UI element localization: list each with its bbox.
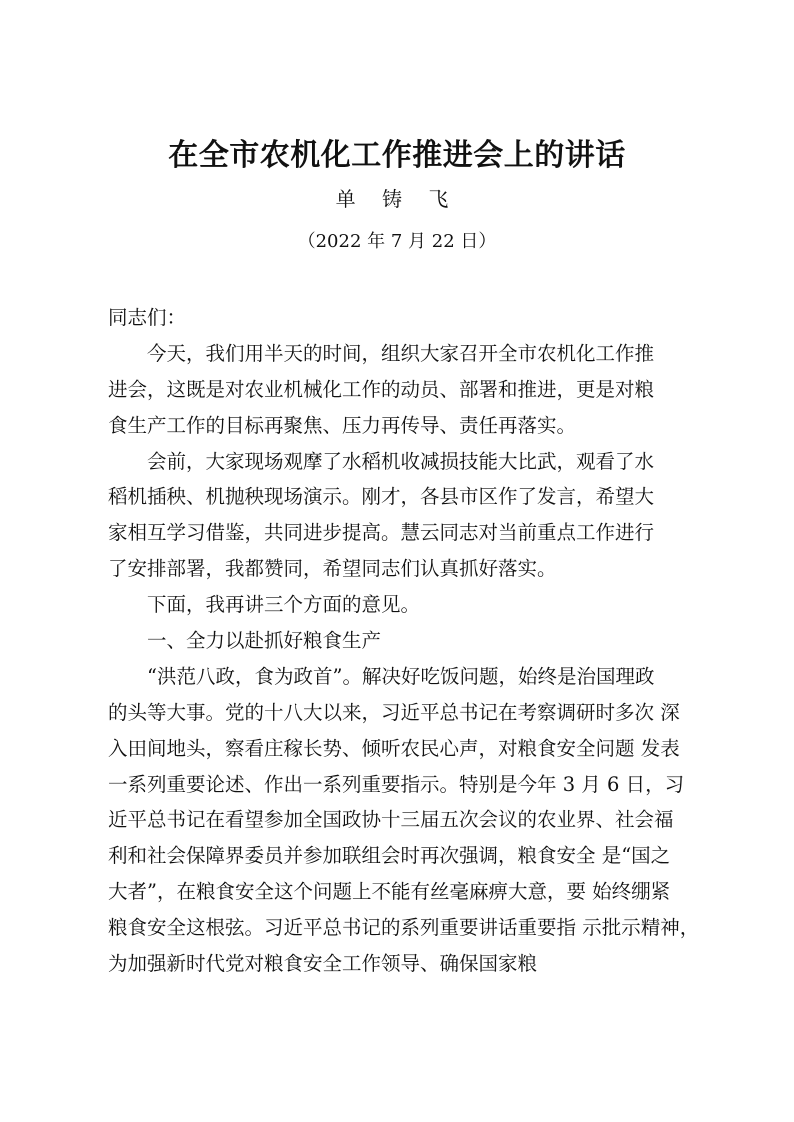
body-line: 为加强新时代党对粮食安全工作领导、确保国家粮: [108, 952, 538, 976]
body-line: 一、全力以赴抓好粮食生产: [147, 629, 382, 653]
body-line: 大者”，在粮食安全这个问题上不能有丝毫麻痹大意，要 始终绷紧: [108, 880, 671, 904]
body-line: 下面，我再讲三个方面的意见。: [147, 593, 421, 617]
body-line: 进会，这既是对农业机械化工作的动员、部署和推进，更是对粮: [108, 377, 655, 401]
body-line: “洪范八政，食为政首”。解决好吃饭问题，始终是治国理政: [147, 664, 655, 688]
document-body: [108, 300, 698, 982]
body-line: 近平总书记在看望参加全国政协十三届五次会议的农业界、社会福: [108, 808, 674, 832]
body-line: 的头等大事。党的十八大以来，习近平总书记在考察调研时多次 深: [108, 700, 680, 724]
body-line: 一系列重要论述、作出一系列重要指示。特别是今年 3 月 6 日，习: [108, 772, 685, 796]
body-line: 家相互学习借鉴，共同进步提高。慧云同志对当前重点工作进行: [108, 521, 655, 545]
document-title: 在全市农机化工作推进会上的讲话: [168, 138, 626, 173]
body-line: 稻机插秧、机抛秧现场演示。刚才，各县市区作了发言，希望大: [108, 485, 655, 509]
body-line: 同志们：: [108, 306, 187, 329]
body-line: 了安排部署，我都赞同，希望同志们认真抓好落实。: [108, 557, 557, 581]
body-line: 利和社会保障界委员并参加联组会时再次强调，粮食安全 是“国之: [108, 844, 671, 868]
body-line: 今天，我们用半天的时间，组织大家召开全市农机化工作推: [147, 341, 655, 365]
document-author: 单 铸 飞: [335, 187, 459, 211]
body-line: 食生产工作的目标再聚焦、压力再传导、责任再落实。: [108, 413, 577, 437]
body-line: 入田间地头，察看庄稼长势、倾听农民心声，对粮食安全问题 发表: [108, 736, 680, 760]
body-line: 会前，大家现场观摩了水稻机收减损技能大比武，观看了水: [147, 449, 655, 473]
body-line: 粮食安全这根弦。习近平总书记的系列重要讲话重要指 示批示精神，: [108, 916, 700, 940]
document-date: （2022 年 7 月 22 日）: [297, 231, 497, 252]
